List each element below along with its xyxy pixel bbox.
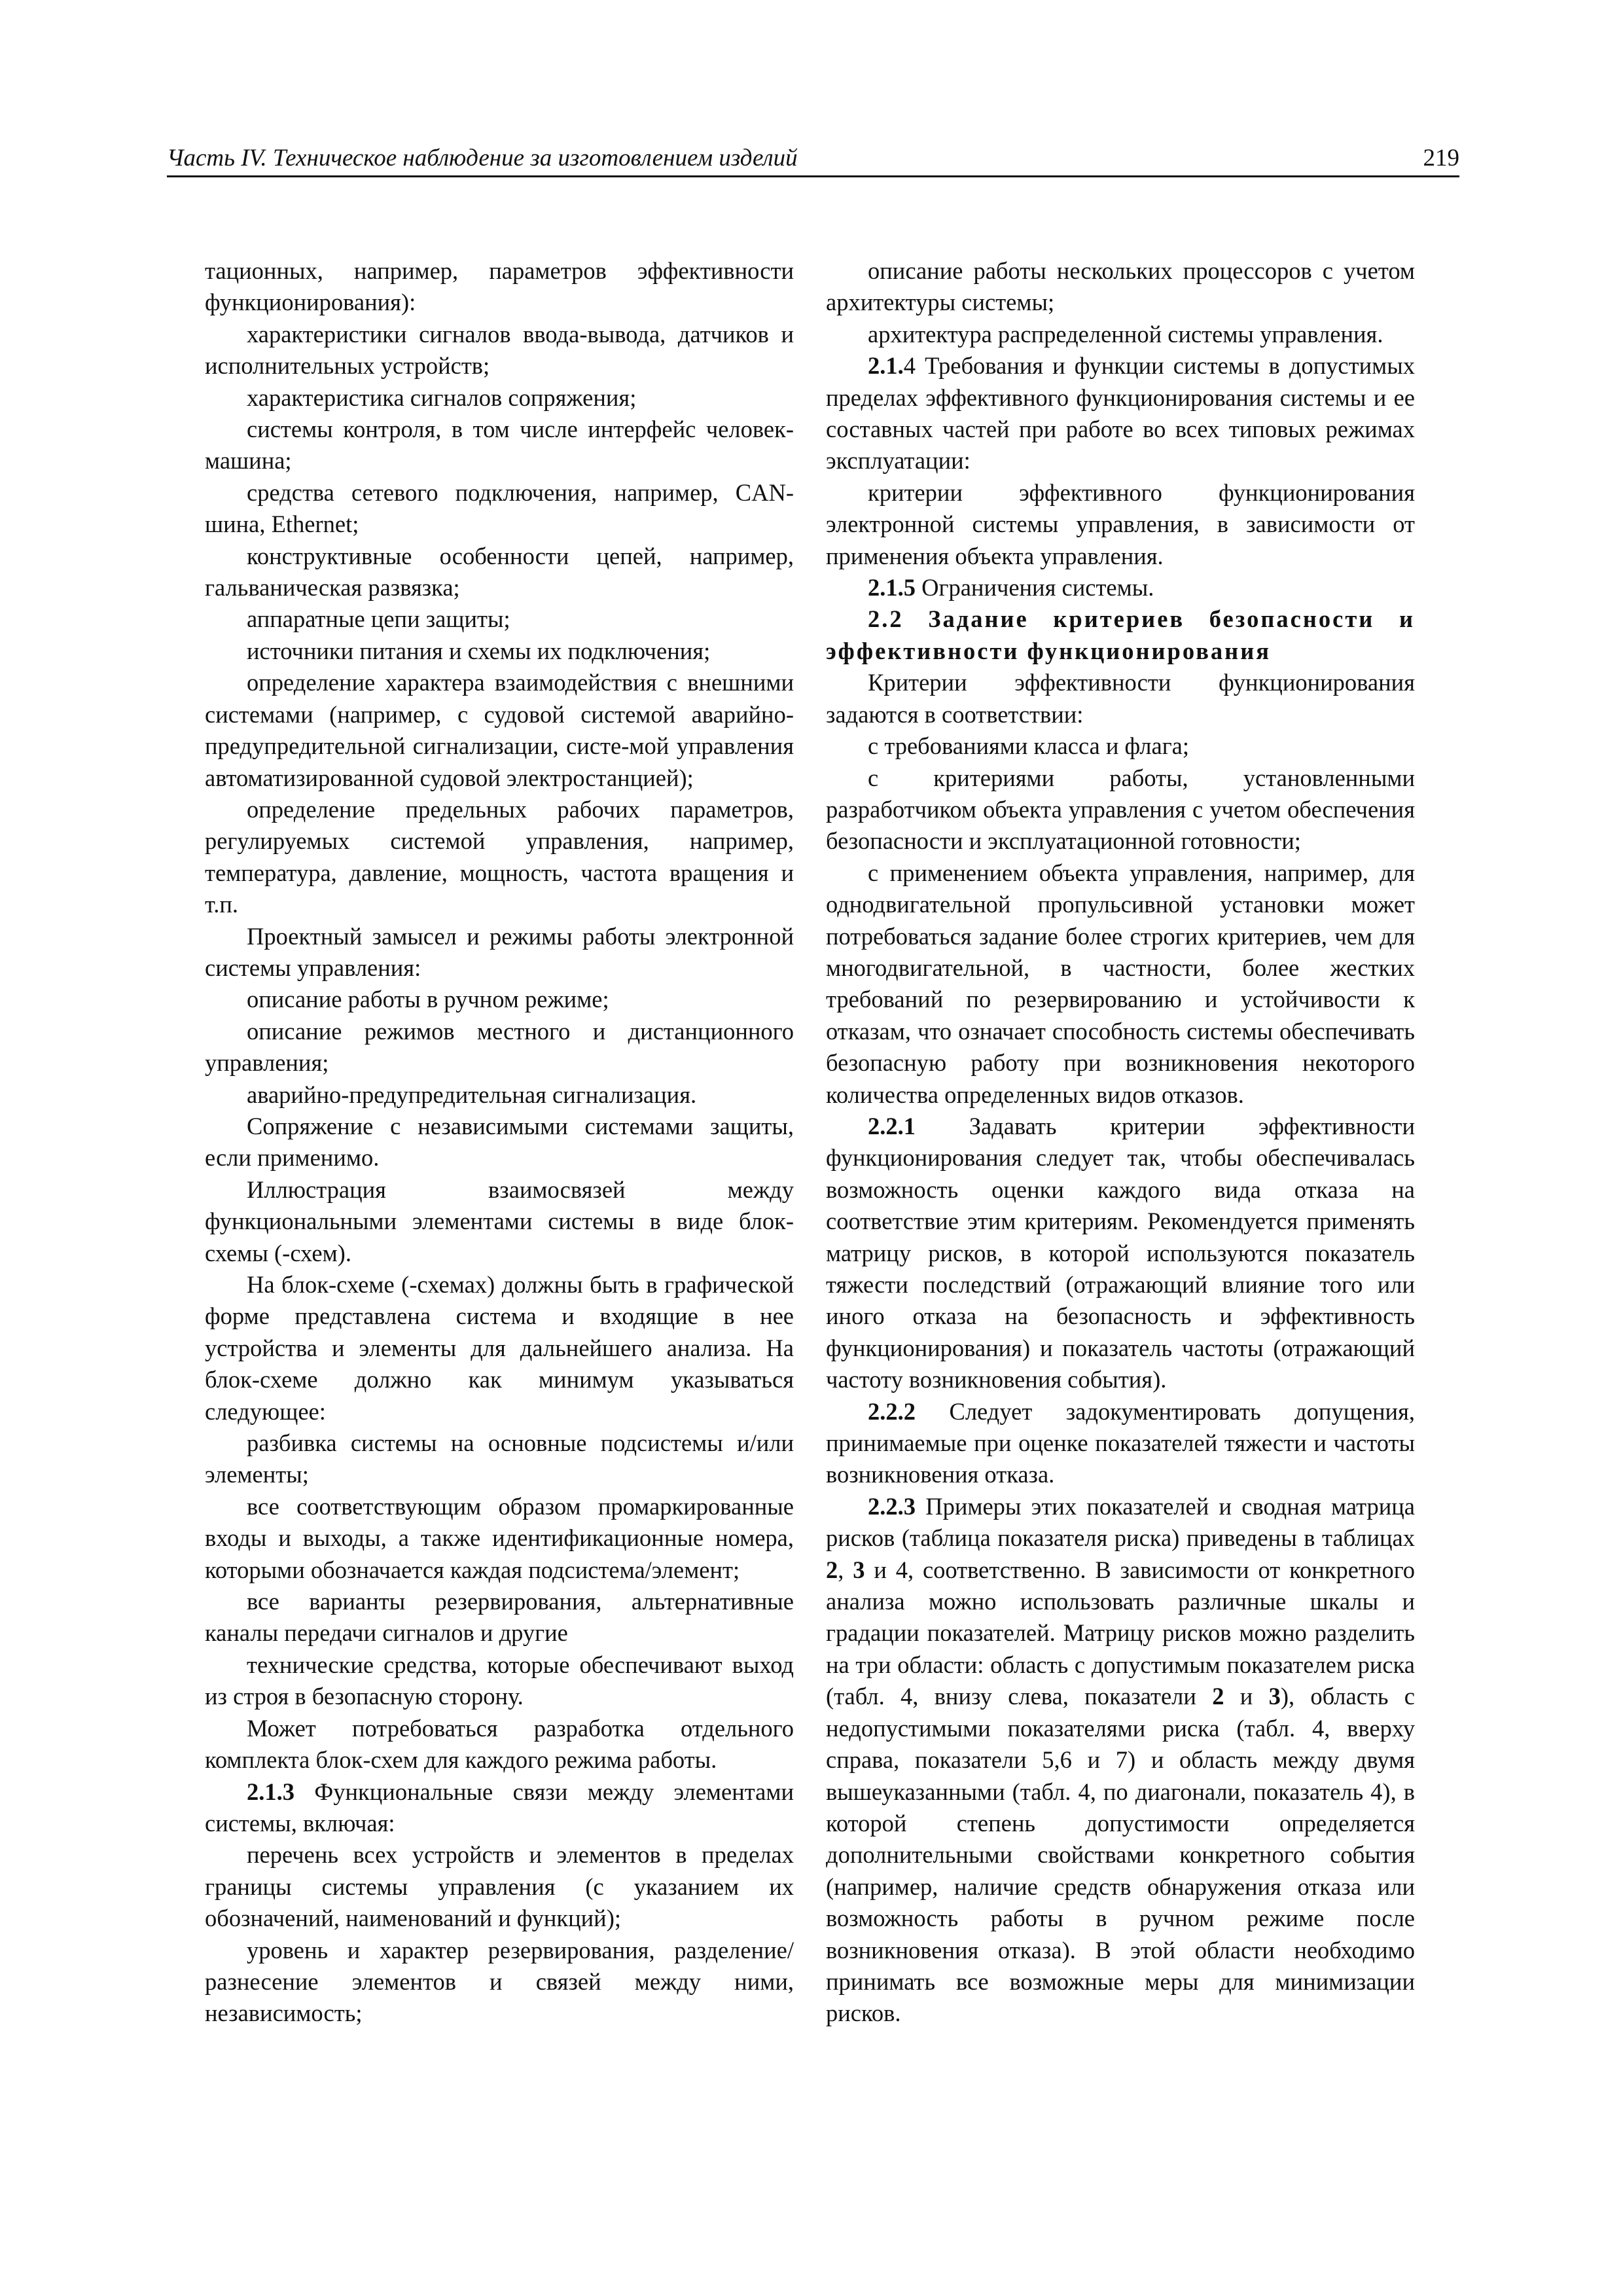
section-heading: 2.2 Задание критериев безопасности и эффективности функционирования	[826, 605, 1415, 664]
header-rule	[167, 175, 1459, 177]
paragraph: источники питания и схемы их подключения;	[247, 637, 711, 664]
section-number-tail: 4	[903, 352, 916, 380]
paragraph: На блок-схеме (-схемах) должны быть в графической форме представлена система и входящие в нее устройства и элементы для дальнейшего анализа. На блок-схеме должно как минимум указываться следующее:	[205, 1271, 794, 1425]
paragraph: определение предельных рабочих параметров, регулируемых системой управления, например, температура, давление, мощность, частота вращения и т.п.	[205, 795, 794, 918]
paragraph: разбивка системы на основные подсистемы и/или элементы;	[205, 1429, 794, 1488]
section-text: Ограничения системы.	[916, 574, 1154, 601]
paragraph: тационных, например, параметров эффективности функционирования):	[205, 257, 794, 316]
paragraph: Сопряжение с независимыми системами защиты, если применимо.	[205, 1112, 794, 1172]
paragraph: все соответствующим образом промаркированные входы и выходы, а также идентификационные номера, которыми обозначается каждая подсистема/элемент;	[205, 1492, 794, 1583]
section-text: и 4, соответственно. В зависимости от конкретного анализа можно использовать различные шкалы и градации показателей. Матрицу рисков можно разделить на три области: область с допустимым показателем риска (табл. 4, внизу слева, показатели	[826, 1556, 1415, 1710]
section-text: Примеры этих показателей и сводная матрица рисков (таблица показателя риска) приведены в таблицах	[826, 1492, 1415, 1552]
paragraph: описание работы нескольких процессоров с учетом архитектуры системы;	[826, 257, 1415, 316]
section-text: ,	[838, 1556, 853, 1583]
paragraph: уровень и характер резервирования, разделение/ разнесение элементов и связей между ними, независимость;	[205, 1936, 794, 2027]
section-text: и	[1224, 1683, 1269, 1710]
paragraph: системы контроля, в том числе интерфейс человек-машина;	[205, 416, 794, 475]
paragraph: Иллюстрация взаимосвязей между функциональными элементами системы в виде блок-схемы (-схем).	[205, 1175, 794, 1266]
paragraph: Может потребоваться разработка отдельного комплекта блок-схем для каждого режима работы.	[205, 1714, 794, 1774]
section-2-1-4	[826, 350, 1415, 477]
paragraph: Критерии эффективности функционирования задаются в соответствии:	[826, 669, 1415, 728]
paragraph: технические средства, которые обеспечивают выход из строя в безопасную сторону.	[205, 1651, 794, 1710]
paragraph: перечень всех устройств и элементов в пределах границы системы управления (с указанием их обозначений, наименований и функций);	[205, 1841, 794, 1932]
paragraph: характеристика сигналов сопряжения;	[247, 384, 637, 411]
section-text: Следует задокументировать допущения, принимаемые при оценке показателей тяжести и частоты возникновения отказа.	[826, 1397, 1415, 1488]
section-number: 2.1.3	[247, 1778, 294, 1805]
section-2-2-3	[826, 1491, 1415, 2030]
indicator-ref: 3	[1268, 1683, 1281, 1710]
section-number: 2.1.5	[868, 574, 916, 601]
section-text: Функциональные связи между элементами системы, включая:	[205, 1778, 794, 1837]
right-column	[826, 255, 1415, 2030]
paragraph: характеристики сигналов ввода-вывода, датчиков и исполнительных устройств;	[205, 320, 794, 380]
section-text: Задавать критерии эффективности функционирования следует так, чтобы обеспечивалась возможность оценки каждого вида отказа на соответствие этим критериям. Рекомендуется применять матрицу рисков, в которой используются показатель тяжести последствий (отражающий влияние того или иного отказа на безопасность и эффективность функционирования) и показатель частоты (отражающий частоту возникновения события).	[826, 1112, 1415, 1393]
section-2-1-3	[205, 1776, 794, 1840]
paragraph: Проектный замысел и режимы работы электронной системы управления:	[205, 922, 794, 981]
paragraph: все варианты резервирования, альтернативные каналы передачи сигналов и другие	[205, 1588, 794, 1647]
section-number: 2.2.1	[868, 1112, 916, 1139]
paragraph: архитектура распределенной системы управления.	[868, 320, 1383, 348]
table-ref: 3	[853, 1556, 865, 1583]
paragraph: конструктивные особенности цепей, например, гальваническая развязка;	[205, 542, 794, 601]
section-2-1-5	[826, 572, 1415, 603]
paragraph: с применением объекта управления, например, для однодвигательной пропульсивной установки может потребоваться задание более строгих критериев, чем для многодвигательной, в частности, более жестких требований по резервированию и устойчивости к отказам, что означает способность системы обеспечивать безопасную работу при возникновения некоторого количества определенных видов отказов.	[826, 859, 1415, 1108]
section-2-2-1	[826, 1111, 1415, 1396]
left-column	[205, 255, 794, 2030]
paragraph: описание режимов местного и дистанционного управления;	[205, 1017, 794, 1077]
indicator-ref: 2	[1212, 1683, 1224, 1710]
paragraph: с требованиями класса и флага;	[868, 732, 1190, 760]
header-title: Часть IV. Техническое наблюдение за изготовлением изделий	[167, 145, 798, 171]
section-text: ), область с недопустимыми показателями риска (табл. 4, вверху справа, показатели 5,6 и 7) и область между двумя вышеуказанными (табл. 4, по диагонали, показатель 4), в которой степень допустимости определяется дополнительными свойствами конкретного события (например, наличие средств обнаружения отказа или возможность работы в ручном режиме после возникновения отказа). В этой области необходимо принимать все возможные меры для минимизации рисков.	[826, 1683, 1415, 2027]
section-text: Требования и функции системы в допустимых пределах эффективного функционирования системы и ее составных частей при работе во всех типовых режимах эксплуатации:	[826, 352, 1415, 475]
table-ref: 2	[826, 1556, 838, 1583]
section-number: 2.2.3	[868, 1492, 916, 1520]
paragraph: средства сетевого подключения, например, CAN-шина, Ethernet;	[205, 478, 794, 538]
paragraph: аппаратные цепи защиты;	[247, 605, 510, 633]
paragraph: с критериями работы, установленными разработчиком объекта управления с учетом обеспечения безопасности и эксплуатационной готовности;	[826, 764, 1415, 855]
section-number: 2.2.2	[868, 1397, 916, 1425]
paragraph: определение характера взаимодействия с внешними системами (например, с судовой системой аварийно-предупредительной сигнализации, систе-мой управления автоматизированной судовой электростанцией);	[205, 669, 794, 791]
section-number: 2.1.	[868, 352, 904, 380]
page-number: 219	[1423, 145, 1459, 171]
paragraph: критерии эффективного функционирования электронной системы управления, в зависимости от применения объекта управления.	[826, 478, 1415, 569]
paragraph: аварийно-предупредительная сигнализация.	[247, 1081, 697, 1108]
section-2-2-heading	[826, 603, 1415, 667]
section-2-2-2	[826, 1396, 1415, 1491]
paragraph: описание работы в ручном режиме;	[247, 986, 609, 1013]
